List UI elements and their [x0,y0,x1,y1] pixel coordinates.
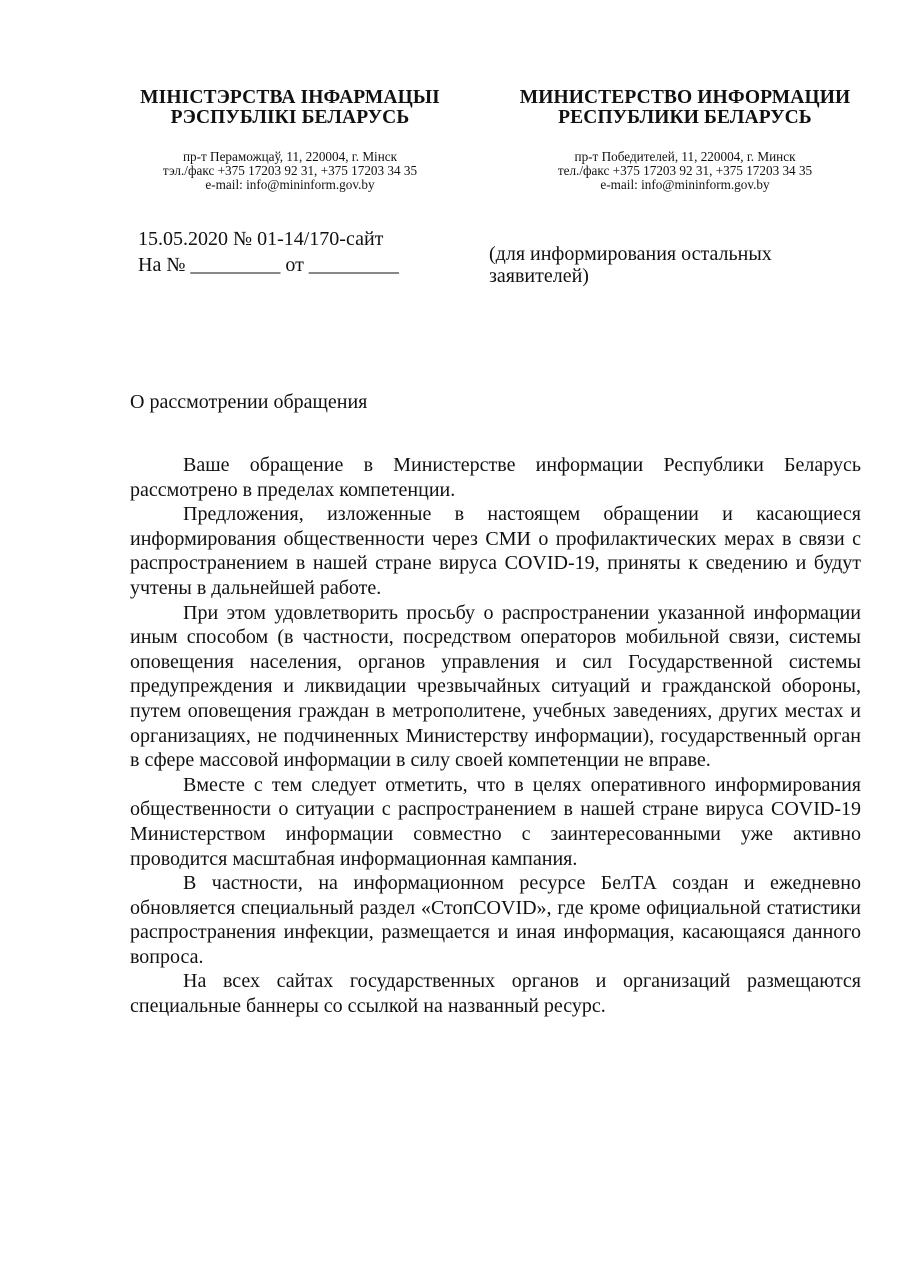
org-name-line2: РЕСПУБЛИКИ БЕЛАРУСЬ [558,107,812,128]
registration-block [138,226,399,278]
letterhead-russian [495,88,875,192]
org-name-line1: МІНІСТЭРСТВА ІНФАРМАЦЫІ [140,87,440,108]
email: e-mail: info@mininform.gov.by [205,177,375,192]
phone: тэл./факс +375 17203 92 31, +375 17203 34 35 [162,163,418,178]
letter-subject: О рассмотрении обращения [130,391,368,413]
contacts-block [110,150,470,192]
paragraph: Предложения, изложенные в настоящем обращении и касающиеся информирования общественности через СМИ о профилактических мерах в связи с распространением в нашей стране вируса COVID-19, приняты к сведению и будут учтены в дальнейшей работе. [130,503,861,599]
letter-body [130,453,861,1019]
paragraph: Вместе с тем следует отметить, что в целях оперативного информирования общественности о ситуации с распространением в нашей стране вируса COVID-19 Министерством информации совместно с заинтересованными уже активно проводится масштабная информационная кампания. [130,773,861,870]
paragraph: Ваше обращение в Министерстве информации Республики Беларусь рассмотрено в пределах компетенции. [130,454,861,501]
letterhead-belarusian [110,88,470,192]
addressee: (для информирования остальных заявителей) [489,243,772,287]
address: пр-т Пераможцаў, 11, 220004, г. Мінск [182,149,398,164]
org-name-line1: МИНИСТЕРСТВО ИНФОРМАЦИИ [519,87,851,108]
contacts-block [495,150,875,192]
paragraph: На всех сайтах государственных органов и организаций размещаются специальные баннеры со ссылкой на названный ресурс. [130,970,861,1018]
incoming-reference: На № _________ от _________ [138,254,399,276]
phone: тел./факс +375 17203 92 31, +375 17203 34 35 [557,163,813,178]
org-name-line2: РЭСПУБЛІКІ БЕЛАРУСЬ [170,107,410,128]
paragraph: При этом удовлетворить просьбу о распространении указанной информации иным способом (в частности, посредством операторов мобильной связи, системы оповещения населения, органов управления и сил Государственной системы предупреждения и ликвидации чрезвычайных ситуаций и гражданской обороны, путем оповещения граждан в метрополитене, учебных заведениях, других местах и организациях, не подчиненных Министерству информации), государственный орган в сфере массовой информации в силу своей компетенции не вправе. [130,601,861,772]
address: пр-т Победителей, 11, 220004, г. Минск [574,149,796,164]
paragraph: В частности, на информационном ресурсе БелТА создан и ежедневно обновляется специальный раздел «СтопCOVID», где кроме официальной статистики распространения инфекции, размещается и иная информация, касающаяся данного вопроса. [130,872,861,968]
outgoing-number: 15.05.2020 № 01-14/170-сайт [138,228,384,250]
email: e-mail: info@mininform.gov.by [600,177,770,192]
